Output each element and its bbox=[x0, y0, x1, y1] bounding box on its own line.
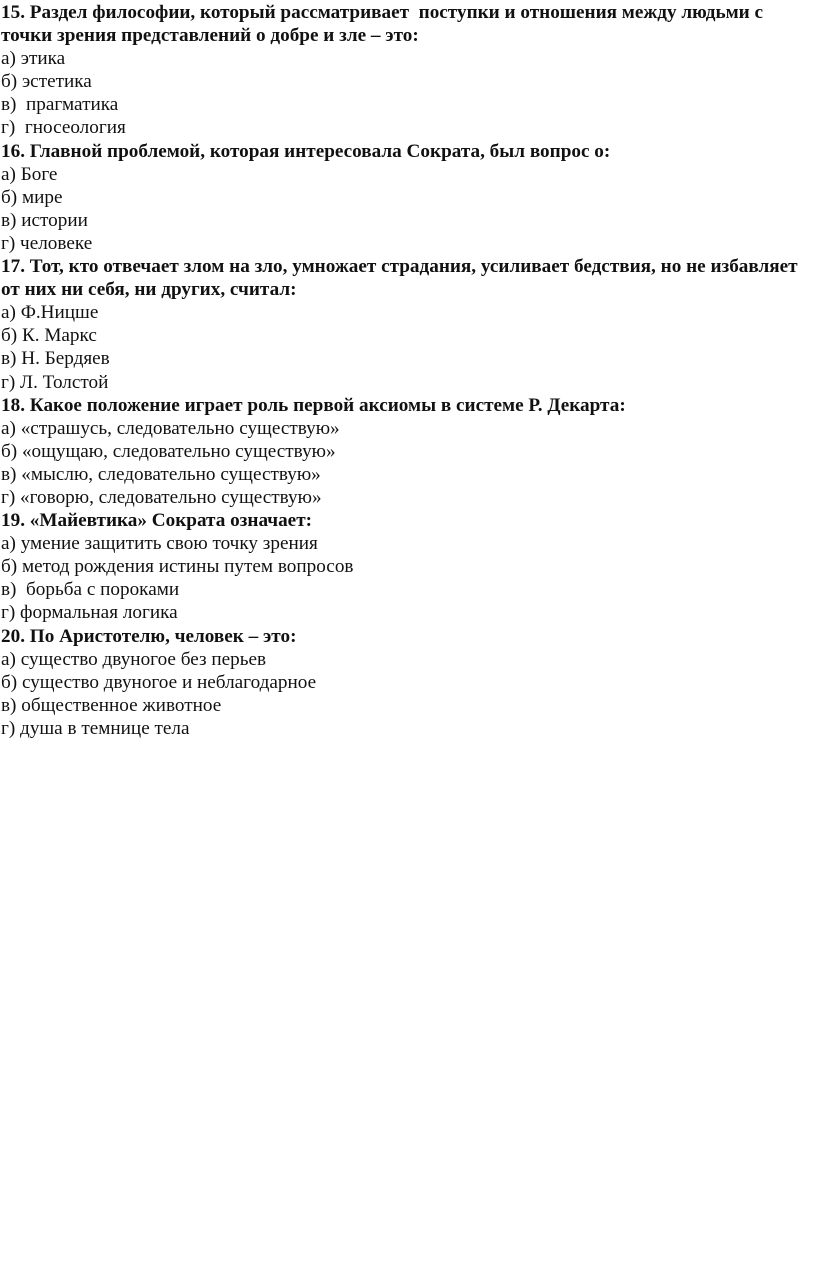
option-g: г) гносеология bbox=[1, 117, 126, 139]
option-v: в) прагматика bbox=[1, 94, 119, 116]
option-v: в) «мыслю, следовательно существую» bbox=[1, 463, 321, 485]
option-b: б) К. Маркс bbox=[1, 325, 97, 347]
question-17 bbox=[1, 255, 816, 394]
option-a: а) Ф.Ницше bbox=[1, 302, 99, 324]
question-20 bbox=[1, 625, 816, 740]
option-v: в) истории bbox=[1, 209, 88, 231]
answer-options bbox=[1, 417, 816, 509]
question-16 bbox=[1, 140, 816, 255]
option-b: б) мире bbox=[1, 186, 63, 208]
option-g: г) человеке bbox=[1, 232, 93, 254]
option-b: б) существо двуногое и неблагодарное bbox=[1, 671, 317, 693]
question-text: 15. Раздел философии, который рассматривает поступки и отношения между людьми с точки зрения представлений о добре и зле – это: bbox=[1, 2, 768, 47]
option-v: в) борьба с пороками bbox=[1, 579, 180, 601]
question-19 bbox=[1, 509, 816, 624]
question-text: 20. По Аристотелю, человек – это: bbox=[1, 625, 297, 647]
option-b: б) эстетика bbox=[1, 71, 92, 93]
option-a: а) существо двуногое без перьев bbox=[1, 648, 267, 670]
option-v: в) Н. Бердяев bbox=[1, 348, 110, 370]
question-text: 16. Главной проблемой, которая интересовала Сократа, был вопрос о: bbox=[1, 140, 611, 162]
question-text: 19. «Майевтика» Сократа означает: bbox=[1, 510, 313, 532]
answer-options bbox=[1, 47, 816, 139]
option-b: б) «ощущаю, следовательно существую» bbox=[1, 440, 336, 462]
option-a: а) «страшусь, следовательно существую» bbox=[1, 417, 340, 439]
option-v: в) общественное животное bbox=[1, 694, 222, 716]
option-g: г) формальная логика bbox=[1, 602, 178, 624]
option-a: а) Боге bbox=[1, 163, 58, 185]
option-a: а) умение защитить свою точку зрения bbox=[1, 533, 318, 555]
answer-options bbox=[1, 163, 816, 255]
option-g: г) душа в темнице тела bbox=[1, 717, 190, 739]
question-text: 17. Тот, кто отвечает злом на зло, умножает страдания, усиливает бедствия, но не избавляет от них ни себя, ни других, считал: bbox=[1, 256, 803, 301]
question-18 bbox=[1, 394, 816, 509]
answer-options bbox=[1, 648, 816, 740]
answer-options bbox=[1, 301, 816, 393]
question-15 bbox=[1, 1, 816, 140]
option-b: б) метод рождения истины путем вопросов bbox=[1, 556, 354, 578]
option-g: г) «говорю, следовательно существую» bbox=[1, 486, 322, 508]
question-text: 18. Какое положение играет роль первой аксиомы в системе Р. Декарта: bbox=[1, 394, 626, 416]
option-g: г) Л. Толстой bbox=[1, 371, 109, 393]
answer-options bbox=[1, 532, 816, 624]
option-a: а) этика bbox=[1, 48, 66, 70]
